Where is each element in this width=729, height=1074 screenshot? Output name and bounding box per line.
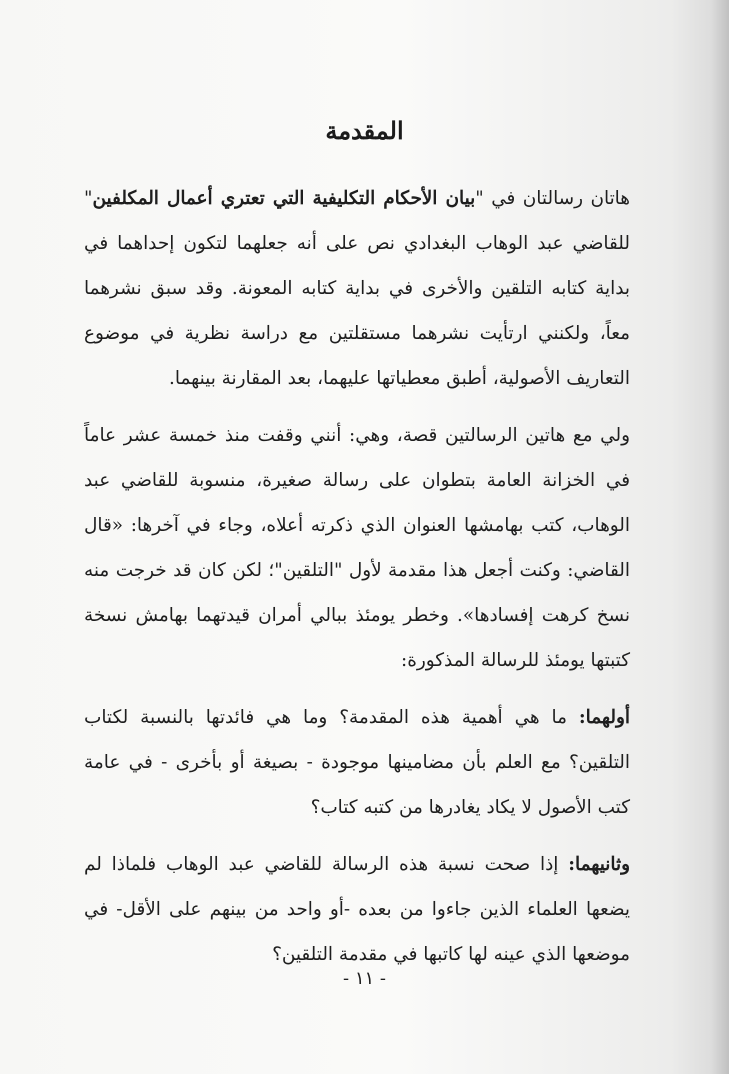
page-edge-shadow xyxy=(711,0,729,1074)
paragraph-second-point xyxy=(84,842,630,977)
paragraph-story xyxy=(84,413,630,683)
book-title-bold: بيان الأحكام التكليفية التي تعتري أعمال المكلفين xyxy=(92,188,476,209)
intro-text-start: هاتان رسالتان في " xyxy=(475,188,630,209)
intro-text-rest: " للقاضي عبد الوهاب البغدادي نص على أنه جعلهما لتكون إحداهما في بداية كتابه التلقين والأخرى في بداية كتابه المعونة. وقد سبق نشرهما معاً، ولكنني ارتأيت نشرهما مستقلتين مع دراسة نظرية في موضوع التعاريف الأصولية، أطبق معطياتها عليهما، بعد المقارنة بينهما. xyxy=(84,188,630,389)
story-text: ولي مع هاتين الرسالتين قصة، وهي: أنني وقفت منذ خمسة عشر عاماً في الخزانة العامة بتطوان على رسالة صغيرة، منسوبة للقاضي عبد الوهاب، كتب بهامشها العنوان الذي ذكرته أعلاه، وجاء في آخرها: «قال القاضي: وكنت أجعل هذا مقدمة لأول "التلقين"؛ لكن كان قد خرجت منه نسخ كرهت إفسادها». وخطر يومئذ ببالي أمران قيدتهما بهامش نسخة كتبتها يومئذ للرسالة المذكورة: xyxy=(84,425,630,671)
paragraph-intro xyxy=(84,176,630,401)
first-point-text: ما هي أهمية هذه المقدمة؟ وما هي فائدتها بالنسبة لكتاب التلقين؟ مع العلم بأن مضامينها موجودة - بصيغة أو بأخرى - في عامة كتب الأصول لا يكاد يغادرها من كتبه كتاب؟ xyxy=(84,707,630,818)
page-title: المقدمة xyxy=(325,116,404,145)
second-point-text: إذا صحت نسبة هذه الرسالة للقاضي عبد الوهاب فلماذا لم يضعها العلماء الذين جاءوا من بعده -أو واحد من بينهم على الأقل- في موضعها الذي عينه لها كاتبها في مقدمة التلقين؟ xyxy=(84,854,630,965)
paragraph-first-point xyxy=(84,695,630,830)
first-point-label: أولهما: xyxy=(578,707,630,728)
second-point-label: وثانيهما: xyxy=(568,854,630,875)
page-number: - ١١ - xyxy=(343,968,386,989)
body-text xyxy=(84,176,630,977)
